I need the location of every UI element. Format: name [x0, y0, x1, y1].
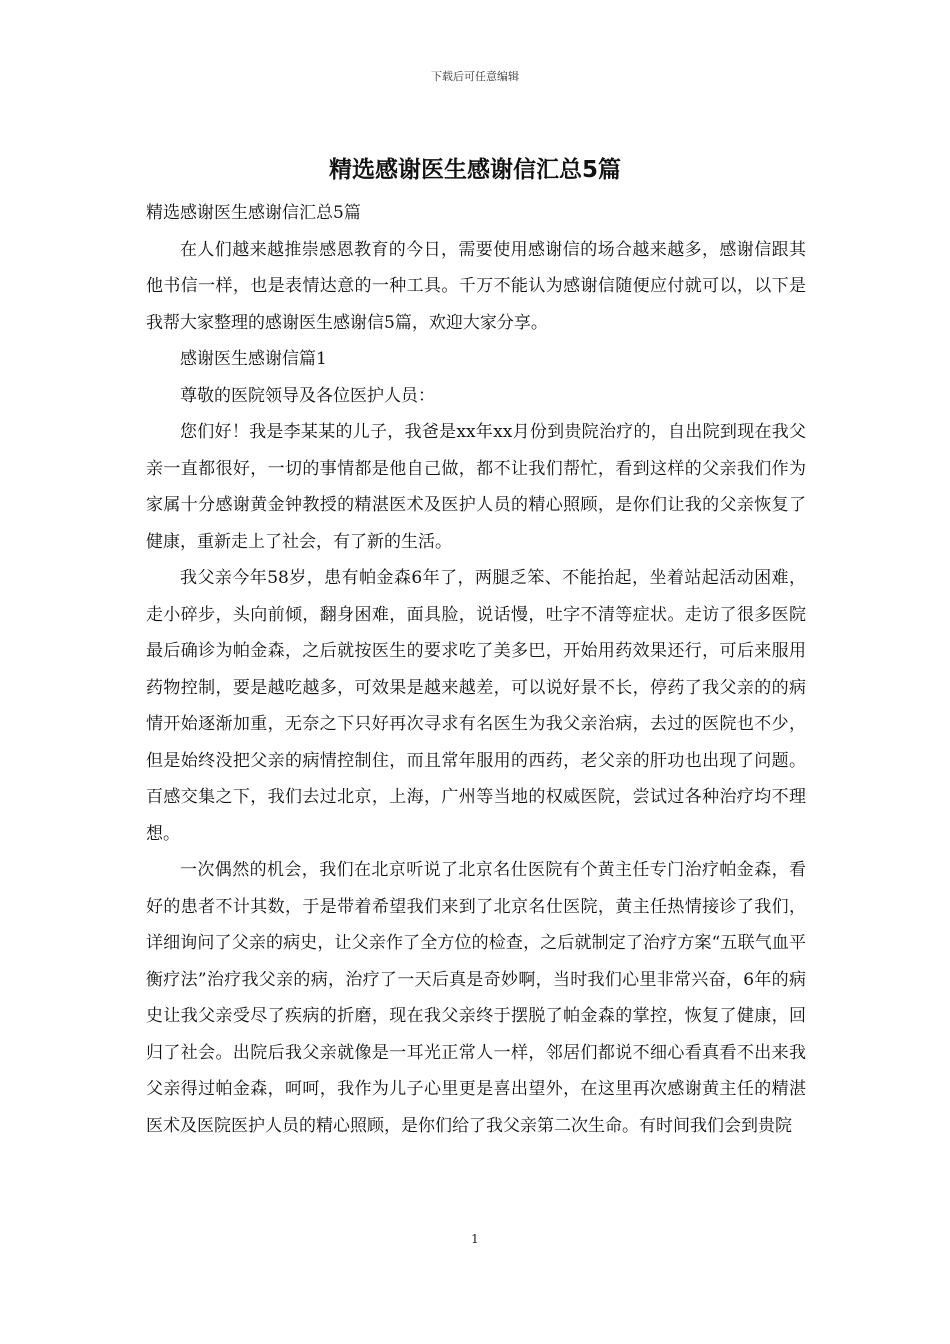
paragraph-body: 一次偶然的机会，我们在北京听说了北京名仕医院有个黄主任专门治疗帕金森，看好的患者不计其数，于是带着希望我们来到了北京名仕医院，黄主任热情接诊了我们，详细询问了父亲的病史，让父亲作了全方位的检查，之后就制定了治疗方案“五联气血平衡疗法”治疗我父亲的病，治疗了一天后真是奇妙啊，当时我们心里非常兴奋，6年的病史让我父亲受尽了疾病的折磨，现在我父亲终于摆脱了帕金森的掌控，恢复了健康，回归了社会。出院后我父亲就像是一耳光正常人一样，邻居们都说不细心看真看不出来我父亲得过帕金森，呵呵，我作为儿子心里更是喜出望外，在这里再次感谢黄主任的精湛医术及医院医护人员的精心照顾，是你们给了我父亲第二次生命。有时间我们会到贵院 — [146, 860, 806, 1136]
paragraph-letter-heading: 感谢医生感谢信篇1 — [180, 349, 327, 369]
document-body — [146, 195, 806, 1144]
paragraph-subtitle: 精选感谢医生感谢信汇总5篇 — [146, 203, 361, 223]
paragraph-intro: 在人们越来越推崇感恩教育的今日，需要使用感谢信的场合越来越多，感谢信跟其他书信一样，也是表情达意的一种工具。千万不能认为感谢信随便应付就可以，以下是我帮大家整理的感谢医生感谢信5篇，欢迎大家分享。 — [146, 239, 806, 333]
paragraph-body: 您们好！我是李某某的儿子，我爸是xx年xx月份到贵院治疗的，自出院到现在我父亲一直都很好，一切的事情都是他自己做，都不让我们帮忙，看到这样的父亲我们作为家属十分感谢黄金钟教授的精湛医术及医护人员的精心照顾，是你们让我的父亲恢复了健康，重新走上了社会，有了新的生活。 — [146, 422, 806, 552]
header-note: 下载后可任意编辑 — [431, 70, 519, 83]
document-title: 精选感谢医生感谢信汇总5篇 — [328, 157, 621, 183]
paragraph-body: 我父亲今年58岁，患有帕金森6年了，两腿乏笨、不能抬起，坐着站起活动困难，走小碎步，头向前倾，翻身困难，面具脸，说话慢，吐字不清等症状。走访了很多医院最后确诊为帕金森，之后就按医生的要求吃了美多巴，开始用药效果还行，可后来服用药物控制，要是越吃越多，可效果是越来越差，可以说好景不长，停药了我父亲的的病情开始逐渐加重，无奈之下只好再次寻求有名医生为我父亲治病，去过的医院也不少，但是始终没把父亲的病情控制住，而且常年服用的西药，老父亲的肝功也出现了问题。百感交集之下，我们去过北京，上海，广州等当地的权威医院，尝试过各种治疗均不理想。 — [146, 568, 806, 844]
page-number: 1 — [471, 1232, 479, 1246]
paragraph-salutation: 尊敬的医院领导及各位医护人员： — [180, 385, 435, 406]
